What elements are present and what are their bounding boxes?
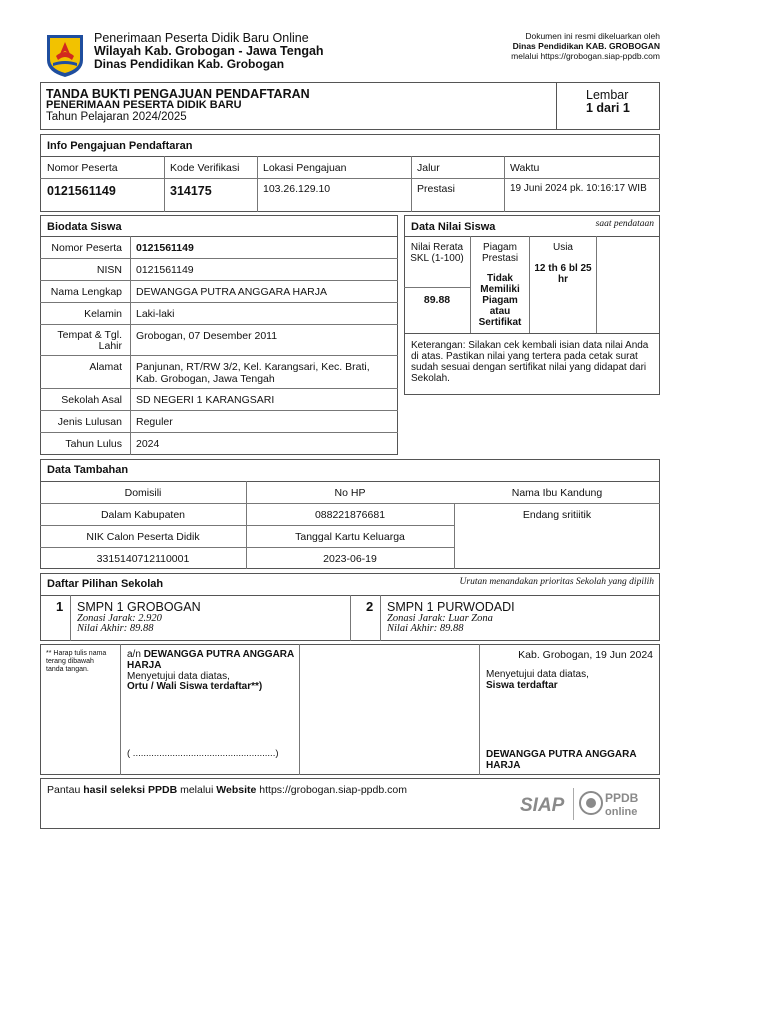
biodata-section-title: Biodata Siswa xyxy=(47,221,122,233)
bio-label-ttl: Tempat & Tgl. Lahir xyxy=(57,329,122,352)
bio-label-tahun: Tahun Lulus xyxy=(65,438,122,450)
info-head-waktu: Waktu xyxy=(510,162,540,174)
bio-val-kelamin: Laki-laki xyxy=(136,308,175,320)
bio-label-nisn: NISN xyxy=(96,264,122,276)
info-val-nomor: 0121561149 xyxy=(47,184,116,198)
siap-logo xyxy=(518,787,570,821)
bio-label-kelamin: Kelamin xyxy=(84,308,122,320)
info-head-lokasi: Lokasi Pengajuan xyxy=(263,162,347,174)
header-line-2: Wilayah Kab. Grobogan - Jawa Tengah xyxy=(94,44,324,58)
signature-an-name: DEWANGGA PUTRA ANGGARA HARJA xyxy=(127,649,294,671)
info-head-kode: Kode Verifikasi xyxy=(170,162,240,174)
ppdb-online-logo xyxy=(578,787,650,821)
bio-val-alamat: Panjunan, RT/RW 3/2, Kel. Karangsari, Kec. Brati, Kab. Grobogan, Jawa Tengah xyxy=(136,361,370,385)
bio-val-nomor: 0121561149 xyxy=(136,242,194,254)
pilihan-section-title: Daftar Pilihan Sekolah xyxy=(47,578,164,590)
bio-val-tahun: 2024 xyxy=(136,438,160,450)
tambahan-head-nik: NIK Calon Peserta Didik xyxy=(86,531,200,543)
nilai-val-usia: 12 th 6 bl 25 hr xyxy=(534,263,592,285)
tambahan-val-kk: 2023-06-19 xyxy=(323,553,377,565)
siap-logo-text: SIAP xyxy=(520,795,565,816)
footer-melalui: melalui xyxy=(180,784,214,796)
info-val-kode: 314175 xyxy=(170,184,212,198)
footer-website-link[interactable]: https://grobogan.siap-ppdb.com xyxy=(259,784,407,796)
signature-dots: ( ......................................................) xyxy=(127,748,279,759)
footer-website-label: Website xyxy=(216,784,257,796)
doc-title: TANDA BUKTI PENGAJUAN PENDAFTARAN xyxy=(46,87,310,101)
bio-val-sekolah: SD NEGERI 1 KARANGSARI xyxy=(136,394,275,406)
tambahan-head-kk: Tanggal Kartu Keluarga xyxy=(295,531,405,543)
nilai-keterangan: Keterangan: Silakan cek kembali isian data nilai Anda di atas. Pastikan nilai yang tertera pada cetak surat sudah sesuai dengan sertifikat nilai yang didapat dari Sekolah. xyxy=(411,340,649,384)
signature-siswa-label: Siswa terdaftar xyxy=(486,680,558,691)
signature-note: ** Harap tulis nama terang dibawah tanda tangan. xyxy=(46,650,107,673)
bio-val-nisn: 0121561149 xyxy=(136,264,194,276)
footer-pantau: Pantau xyxy=(47,784,81,796)
tambahan-val-hp: 088221876681 xyxy=(314,509,386,521)
info-val-lokasi: 103.26.129.10 xyxy=(263,183,331,195)
header-line-3: Dinas Pendidikan Kab. Grobogan xyxy=(94,57,285,71)
nilai-note: saat pendataan xyxy=(595,219,654,229)
nilai-head-usia: Usia xyxy=(552,242,573,253)
pilihan-num-2: 2 xyxy=(366,599,374,614)
header-right-3: melalui https://grobogan.siap-ppdb.com xyxy=(511,51,660,61)
pilihan-nilai-2: Nilai Akhir: 89.88 xyxy=(387,623,464,634)
signature-place-date: Kab. Grobogan, 19 Jun 2024 xyxy=(518,649,653,661)
header-line-1: Penerimaan Peserta Didik Baru Online xyxy=(94,31,309,45)
info-head-jalur: Jalur xyxy=(417,162,440,174)
pilihan-note: Urutan menandakan prioritas Sekolah yang dipilih xyxy=(459,577,654,587)
nilai-val-rerata: 89.88 xyxy=(423,294,451,306)
pilihan-zonasi-1: Zonasi Jarak: 2.920 xyxy=(77,613,162,624)
signature-an xyxy=(127,649,295,671)
bio-val-jenis: Reguler xyxy=(136,416,173,428)
footer-text xyxy=(47,784,407,796)
nilai-head-rerata: Nilai Rerata SKL (1-100) xyxy=(410,242,464,264)
pilihan-school-1: SMPN 1 GROBOGAN xyxy=(77,600,201,614)
signature-ortu-label: Ortu / Wali Siswa terdaftar**) xyxy=(127,681,263,692)
footer-hasil: hasil seleksi PPDB xyxy=(83,784,178,796)
info-head-nomor: Nomor Peserta xyxy=(47,162,118,174)
bio-label-nama: Nama Lengkap xyxy=(50,286,122,298)
header-right-1: Dokumen ini resmi dikeluarkan oleh xyxy=(525,31,660,41)
tambahan-val-ibu: Endang sritiitik xyxy=(522,509,592,521)
bio-label-sekolah: Sekolah Asal xyxy=(61,394,122,406)
pilihan-num-1: 1 xyxy=(56,599,64,614)
tambahan-section-title: Data Tambahan xyxy=(47,464,129,476)
signature-agree-ortu: Menyetujui data diatas, xyxy=(127,671,230,682)
tambahan-head-domisili: Domisili xyxy=(124,487,162,499)
tambahan-head-hp: No HP xyxy=(334,487,366,499)
bio-label-jenis: Jenis Lulusan xyxy=(57,416,122,428)
signature-agree-siswa: Menyetujui data diatas, xyxy=(486,669,589,680)
tambahan-val-nik: 3315140712110001 xyxy=(96,553,190,565)
info-section-title: Info Pengajuan Pendaftaran xyxy=(47,140,193,152)
sheet-value: 1 dari 1 xyxy=(586,101,630,115)
signature-an-prefix: a/n xyxy=(127,649,141,660)
pilihan-zonasi-2: Zonasi Jarak: Luar Zona xyxy=(387,613,493,624)
header-right-2: Dinas Pendidikan KAB. GROBOGAN xyxy=(512,41,660,51)
ppdb-logo-text: PPDB xyxy=(605,791,639,805)
sheet-label: Lembar xyxy=(586,88,629,102)
bio-label-nomor: Nomor Peserta xyxy=(51,242,122,254)
pilihan-nilai-1: Nilai Akhir: 89.88 xyxy=(77,623,154,634)
regency-logo xyxy=(44,32,86,78)
pilihan-school-2: SMPN 1 PURWODADI xyxy=(387,600,515,614)
nilai-section-title: Data Nilai Siswa xyxy=(411,221,496,233)
info-val-jalur: Prestasi xyxy=(417,183,455,195)
bio-val-nama: DEWANGGA PUTRA ANGGARA HARJA xyxy=(136,286,327,298)
nilai-head-piagam: Piagam Prestasi xyxy=(481,242,519,264)
bio-label-alamat: Alamat xyxy=(89,361,122,373)
bio-val-ttl: Grobogan, 07 Desember 2011 xyxy=(136,330,278,342)
doc-subtitle: PENERIMAAN PESERTA DIDIK BARU xyxy=(46,99,242,111)
ppdb-online-text: online xyxy=(605,806,638,818)
signature-siswa-name: DEWANGGA PUTRA ANGGARA HARJA xyxy=(486,749,637,771)
nilai-val-piagam: Tidak Memiliki Piagam atau Sertifikat xyxy=(478,273,522,328)
tambahan-head-ibu: Nama Ibu Kandung xyxy=(511,487,603,499)
tambahan-val-domisili: Dalam Kabupaten xyxy=(100,509,186,521)
info-val-waktu: 19 Juni 2024 pk. 10:16:17 WIB xyxy=(510,183,647,194)
doc-year: Tahun Pelajaran 2024/2025 xyxy=(46,111,187,123)
